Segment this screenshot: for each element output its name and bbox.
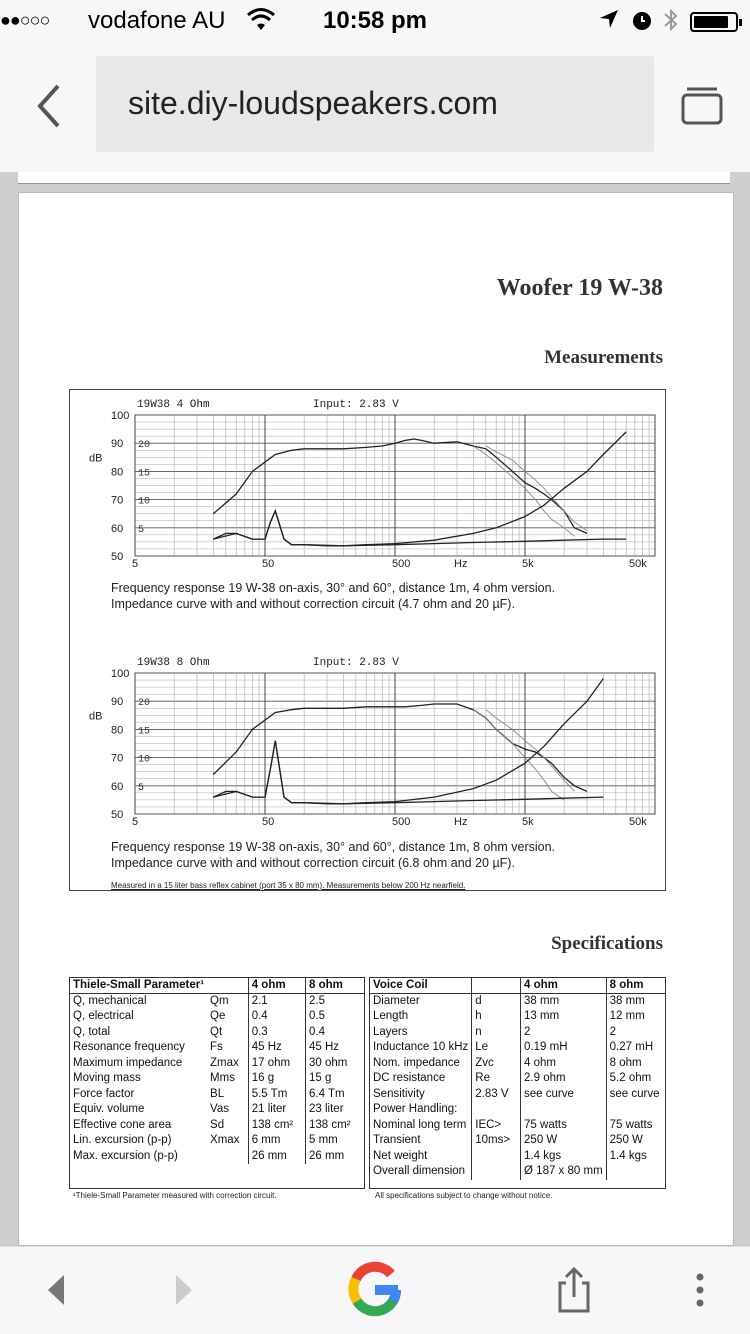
ts-table-row [70,1133,364,1149]
share-icon [552,1265,596,1315]
x-tick-label: 5 [132,558,139,570]
x-tick-label: 50k [629,816,647,828]
table-cell: IEC> [472,1118,521,1134]
vc-table-row [370,1009,665,1025]
table-cell: DC resistance [373,1072,446,1084]
browser-bottom-toolbar [0,1246,750,1334]
table-cell: 75 watts [606,1118,665,1134]
table-cell: 10ms> [472,1133,521,1149]
series-line-1 [213,439,587,533]
table-cell: Layers [373,1025,408,1038]
x-tick-label: 50 [262,558,275,570]
alarm-clock-icon [630,8,654,38]
specifications-heading: Specifications [551,933,663,954]
voice-coil-table [370,978,665,1180]
table-cell: 1.4 kgs [606,1149,665,1165]
ts-table-row [70,1009,364,1025]
table-cell: 26 mm [248,1149,305,1165]
table-cell: 23 liter [306,1102,364,1118]
y-tick-label: 100 [111,668,130,680]
table-cell: 2 [606,1025,665,1041]
tabs-icon [680,84,724,128]
chart-8ohm-caption [111,839,671,871]
google-g-icon [344,1259,406,1321]
table-cell: 250 W [606,1133,665,1149]
table-cell: see curve [521,1087,607,1103]
back-button[interactable] [28,80,74,132]
table-cell: 13 mm [521,1009,607,1025]
table-cell: 75 watts [521,1118,607,1134]
table-cell: Sd [210,1118,225,1131]
chart-4ohm-caption-line2: Impedance curve with and without correction circuit (4.7 ohm and 20 µF). [111,597,515,611]
chart-svg [71,651,664,831]
nav-forward-button[interactable] [164,1265,204,1315]
x-tick-label: Hz [454,816,468,828]
tabs-button[interactable] [680,84,724,128]
table-cell: Sensitivity [373,1087,425,1100]
chart-title: 19W38 4 Ohm [137,399,210,411]
ts-table-row [70,1087,364,1103]
series-line-4 [213,679,603,804]
table-cell: 26 mm [306,1149,364,1165]
table-cell: Vas [210,1103,229,1115]
table-cell: Power Handling: [373,1103,458,1115]
table-cell: see curve [606,1087,665,1103]
table-cell: 6.4 Tm [306,1087,364,1103]
back-arrow-icon [28,80,74,132]
table-cell: 45 Hz [306,1040,364,1056]
more-vertical-icon [688,1265,712,1315]
ts-table-row [70,1071,364,1087]
series-line-5 [213,741,603,804]
clock: 10:58 pm [322,7,428,34]
ts-table-row [70,1025,364,1041]
table-cell: Xmax [210,1134,240,1146]
table-cell: Voice Coil [370,978,472,994]
ts-table-row [70,1149,364,1165]
frequency-chart-4ohm [71,393,664,573]
status-bar [0,0,750,40]
vc-table-row [370,994,665,1010]
table-cell: 8 ohm [306,978,364,994]
table-cell [472,1164,521,1180]
table-cell: 16 g [248,1071,305,1087]
table-cell: 2.1 [248,994,305,1010]
y-tick-label: 50 [111,809,124,821]
table-cell [472,1102,521,1118]
table-cell: Q, total [73,1025,111,1038]
table-cell: Maximum impedance [73,1056,183,1069]
table-cell [472,978,521,994]
y-tick-label: 70 [111,752,124,765]
impedance-tick-label: 5 [138,524,145,536]
impedance-tick-label: 10 [138,754,151,766]
ts-table-row [70,1102,364,1118]
vc-table-row [370,1056,665,1072]
table-cell: 12 mm [606,1009,665,1025]
chart-8ohm-caption-line2: Impedance curve with and without correction circuit (6.8 ohm and 20 µF). [111,856,515,870]
series-line-3 [473,710,564,800]
table-cell [207,978,248,994]
table-cell: Q, electrical [73,1010,134,1022]
measurements-heading: Measurements [544,347,663,368]
previous-page-edge [18,172,730,184]
table-cell: Thiele-Small Parameter¹ [70,978,207,994]
table-cell: BL [210,1087,225,1100]
table-cell: Equiv. volume [73,1103,145,1115]
table-cell: 138 cm² [248,1118,305,1134]
y-tick-label: 90 [111,696,124,709]
vc-table-row [370,1149,665,1165]
table-cell: 2.5 [306,994,364,1010]
chart-subtitle: Input: 2.83 V [313,657,399,669]
vc-table-row [370,1118,665,1134]
chart-title: 19W38 8 Ohm [137,657,210,669]
table-cell: Lin. excursion (p-p) [73,1134,172,1146]
vc-table-row [370,1071,665,1087]
x-tick-label: 5k [522,558,534,570]
vc-table-header [370,978,665,994]
table-cell: 138 cm² [306,1118,364,1134]
vc-table-row [370,1164,665,1180]
table-cell: Ø 187 x 80 mm [521,1164,607,1180]
chart-svg [71,393,664,573]
table-cell: Qt [210,1025,223,1038]
table-cell: Qm [210,995,229,1007]
triangle-right-icon [164,1265,204,1315]
table-cell: 38 mm [606,994,665,1010]
bluetooth-icon [662,6,680,41]
y-tick-label: 100 [111,410,130,422]
ts-table-header [70,978,364,994]
table-cell [521,1102,607,1118]
triangle-left-icon [38,1265,78,1315]
table-cell: Zmax [210,1056,239,1069]
table-cell: Moving mass [73,1072,141,1084]
table-cell: 8 ohm [606,1056,665,1072]
x-tick-label: 500 [392,816,411,828]
table-cell: 4 ohm [248,978,305,994]
y-tick-label: 70 [111,494,124,507]
table-cell [606,1102,665,1118]
table-cell: 5.2 ohm [606,1071,665,1087]
table-cell: 1.4 kgs [521,1149,607,1165]
more-menu-button[interactable] [688,1265,712,1315]
impedance-tick-label: 5 [138,782,145,794]
table-cell: Mms [210,1072,235,1084]
datasheet-page [18,192,734,1246]
table-cell: Length [373,1010,409,1022]
impedance-tick-label: 20 [138,698,151,710]
ts-table-row [70,1118,364,1134]
y-axis-label: dB [89,710,103,723]
x-tick-label: Hz [454,558,468,570]
share-button[interactable] [552,1265,596,1315]
spec-footnote: All specifications subject to change without notice. [375,1191,553,1200]
table-cell: 38 mm [521,994,607,1010]
table-cell: Inductance 10 kHz [373,1041,469,1053]
table-cell: Force factor [73,1087,135,1100]
ts-table-row [70,994,364,1010]
google-button[interactable] [344,1259,406,1321]
table-cell: Max. excursion (p-p) [73,1149,178,1162]
table-cell: Q, mechanical [73,995,147,1007]
table-cell [207,1149,248,1165]
table-cell: n [472,1025,521,1041]
table-cell: 0.5 [306,1009,364,1025]
table-cell: Le [472,1040,521,1056]
table-cell [472,1149,521,1165]
table-cell: Zvc [472,1056,521,1072]
chart-4ohm-caption [111,580,671,612]
table-cell: Fs [210,1041,223,1053]
impedance-tick-label: 10 [138,496,151,508]
table-cell: 0.27 mH [606,1040,665,1056]
table-cell: Overall dimension [373,1165,466,1177]
series-line-1 [213,704,587,791]
x-tick-label: 50 [262,816,275,828]
vc-table-row [370,1040,665,1056]
carrier-name: vodafone AU [88,7,226,34]
table-cell: 5 mm [306,1133,364,1149]
thiele-small-table [70,978,364,1164]
vc-table-row [370,1133,665,1149]
ts-table-row [70,1040,364,1056]
table-cell: 2.83 V [472,1087,521,1103]
table-cell: d [472,994,521,1010]
table-cell: 17 ohm [248,1056,305,1072]
table-cell: 2.9 ohm [521,1071,607,1087]
table-cell: 5.5 Tm [248,1087,305,1103]
table-cell: 0.3 [248,1025,305,1041]
series-line-3 [473,446,574,536]
table-cell: h [472,1009,521,1025]
address-bar[interactable] [96,56,654,152]
table-cell: Resonance frequency [73,1041,185,1053]
table-cell: Effective cone area [73,1118,172,1131]
table-cell: 30 ohm [306,1056,364,1072]
table-cell: Transient [373,1134,421,1146]
table-cell: 6 mm [248,1133,305,1149]
table-cell: Nominal long term [373,1118,467,1131]
x-tick-label: 50k [629,558,647,570]
table-cell: 0.4 [248,1009,305,1025]
table-cell: Qe [210,1010,226,1022]
y-tick-label: 90 [111,438,124,451]
ts-footnote: ¹Thiele-Small Parameter measured with correction circuit. [73,1191,277,1200]
table-cell: 4 ohm [521,1056,607,1072]
table-cell: 4 ohm [521,978,607,994]
table-cell: 0.19 mH [521,1040,607,1056]
table-cell: Diameter [373,995,420,1007]
y-tick-label: 80 [111,466,124,479]
x-tick-label: 5 [132,816,139,828]
table-cell: Net weight [373,1149,428,1162]
frequency-chart-8ohm [71,651,664,831]
table-cell: Re [472,1071,521,1087]
chart-4ohm-caption-line1: Frequency response 19 W-38 on-axis, 30° and 60°, distance 1m, 4 ohm version. [111,581,556,595]
table-cell: 0.4 [306,1025,364,1041]
y-axis-label: dB [89,452,103,465]
page-title: Woofer 19 W-38 [496,275,663,301]
browser-toolbar [0,40,750,172]
impedance-tick-label: 15 [138,468,151,480]
table-cell: 250 W [521,1133,607,1149]
vc-table-row [370,1087,665,1103]
chart-subtitle: Input: 2.83 V [313,399,399,411]
x-tick-label: 500 [392,558,411,570]
table-cell: Nom. impedance [373,1056,460,1069]
vc-table-row [370,1025,665,1041]
y-tick-label: 80 [111,724,124,737]
location-arrow-icon [598,8,620,37]
x-tick-label: 5k [522,816,534,828]
signal-strength-icon: ●●○○○ [0,10,50,30]
y-tick-label: 60 [111,780,124,793]
chart-8ohm-caption-line1: Frequency response 19 W-38 on-axis, 30° and 60°, distance 1m, 8 ohm version. [111,840,556,854]
impedance-tick-label: 20 [138,440,151,452]
table-cell: 8 ohm [606,978,665,994]
measurement-note: Measured in a 15 liter bass reflex cabinet (port 35 x 80 mm). Measurements below 200 Hz nearfield. [111,881,466,890]
y-tick-label: 60 [111,522,124,535]
vc-table-row [370,1102,665,1118]
table-cell: 45 Hz [248,1040,305,1056]
url-text: site.diy-loudspeakers.com [128,85,498,121]
ts-table-row [70,1056,364,1072]
table-cell: 15 g [306,1071,364,1087]
impedance-tick-label: 15 [138,726,151,738]
y-tick-label: 50 [111,551,124,563]
nav-back-button[interactable] [38,1265,78,1315]
battery-icon [690,12,738,32]
table-cell: 2 [521,1025,607,1041]
table-cell: 21 liter [248,1102,305,1118]
table-cell [606,1164,665,1180]
